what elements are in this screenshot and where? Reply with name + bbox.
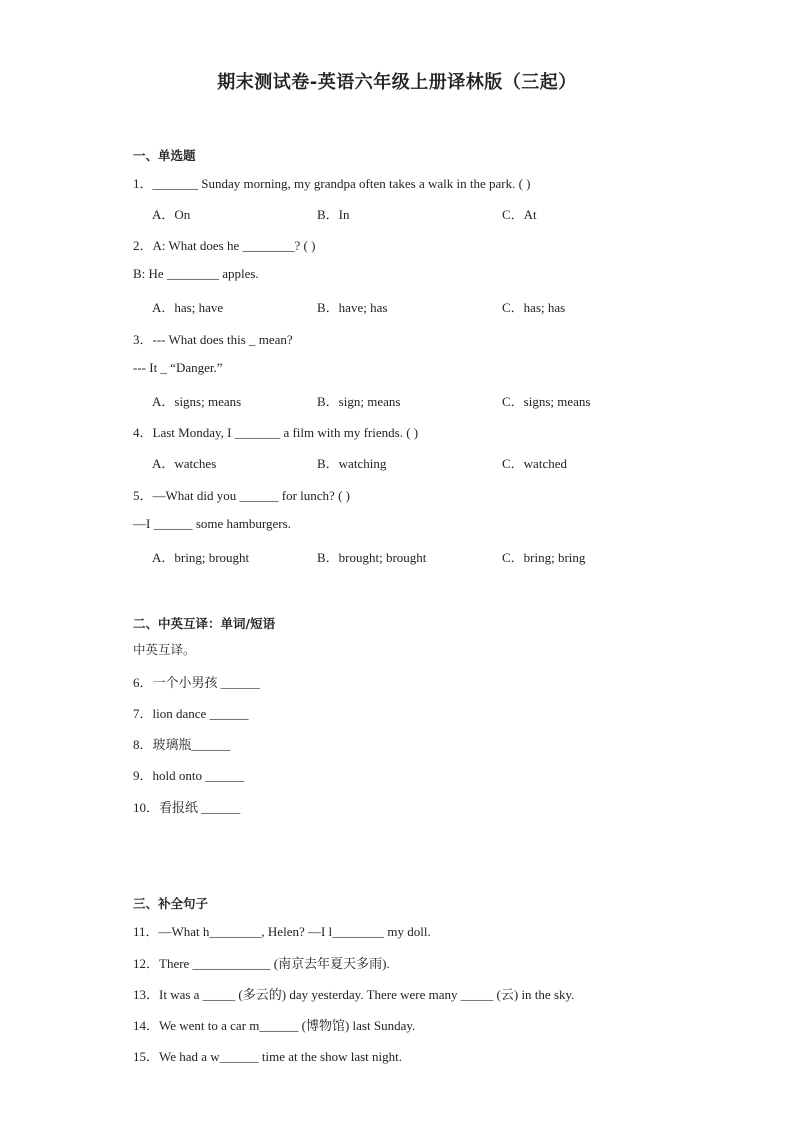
question-2-option-c: C．has; has: [502, 300, 566, 315]
question-7: 7．lion dance ______: [133, 706, 249, 721]
question-4-stem: 4．Last Monday, I _______ a film with my friends. ( ): [133, 425, 419, 440]
question-4-option-b: B．watching: [317, 456, 387, 471]
question-4-option-a: A．watches: [152, 456, 217, 471]
question-2-option-a: A．has; have: [152, 300, 224, 315]
question-10: 10．看报纸 ______: [133, 800, 241, 815]
question-5-line2: —I ______ some hamburgers.: [133, 516, 291, 531]
question-5-option-c: C．bring; bring: [502, 550, 586, 565]
question-3-stem: 3．--- What does this _ mean?: [133, 332, 293, 347]
question-9: 9．hold onto ______: [133, 768, 245, 783]
question-2-option-b: B．have; has: [317, 300, 388, 315]
question-5-stem: 5．—What did you ______ for lunch? ( ): [133, 488, 350, 503]
question-15: 15．We had a w______ time at the show last night.: [133, 1049, 403, 1064]
section-heading-single-choice: 一、单选题: [133, 148, 196, 163]
question-3-option-b: B．sign; means: [317, 394, 401, 409]
section-heading-translation: 二、中英互译：单词/短语: [133, 616, 276, 631]
page-title: 期末测试卷-英语六年级上册译林版（三起）: [217, 72, 577, 93]
question-2-stem: 2．A: What does he ________? ( ): [133, 238, 316, 253]
question-12: 12．There ____________ (南京去年夏天多雨).: [133, 956, 390, 971]
section-instruction: 中英互译。: [133, 642, 196, 657]
question-1-stem: 1．_______ Sunday morning, my grandpa often takes a walk in the park. ( ): [133, 176, 531, 191]
question-6: 6．一个小男孩 ______: [133, 675, 260, 690]
question-11: 11．—What h________, Helen? —I l________ my doll.: [133, 924, 431, 939]
question-4-option-c: C．watched: [502, 456, 567, 471]
question-5-option-a: A．bring; brought: [152, 550, 250, 565]
question-1-option-c: C．At: [502, 207, 537, 222]
question-1-option-a: A．On: [152, 207, 191, 222]
question-2-line2: B: He ________ apples.: [133, 266, 259, 281]
question-14: 14．We went to a car m______ (博物馆) last Sunday.: [133, 1018, 416, 1033]
question-3-line2: --- It _ “Danger.”: [133, 360, 223, 375]
section-heading-completion: 三、补全句子: [133, 896, 209, 911]
question-3-option-a: A．signs; means: [152, 394, 242, 409]
question-1-option-b: B．In: [317, 207, 350, 222]
question-8: 8．玻璃瓶______: [133, 737, 231, 752]
question-13: 13．It was a _____ (多云的) day yesterday. There were many _____ (云) in the sky.: [133, 987, 575, 1002]
question-5-option-b: B．brought; brought: [317, 550, 427, 565]
question-3-option-c: C．signs; means: [502, 394, 591, 409]
